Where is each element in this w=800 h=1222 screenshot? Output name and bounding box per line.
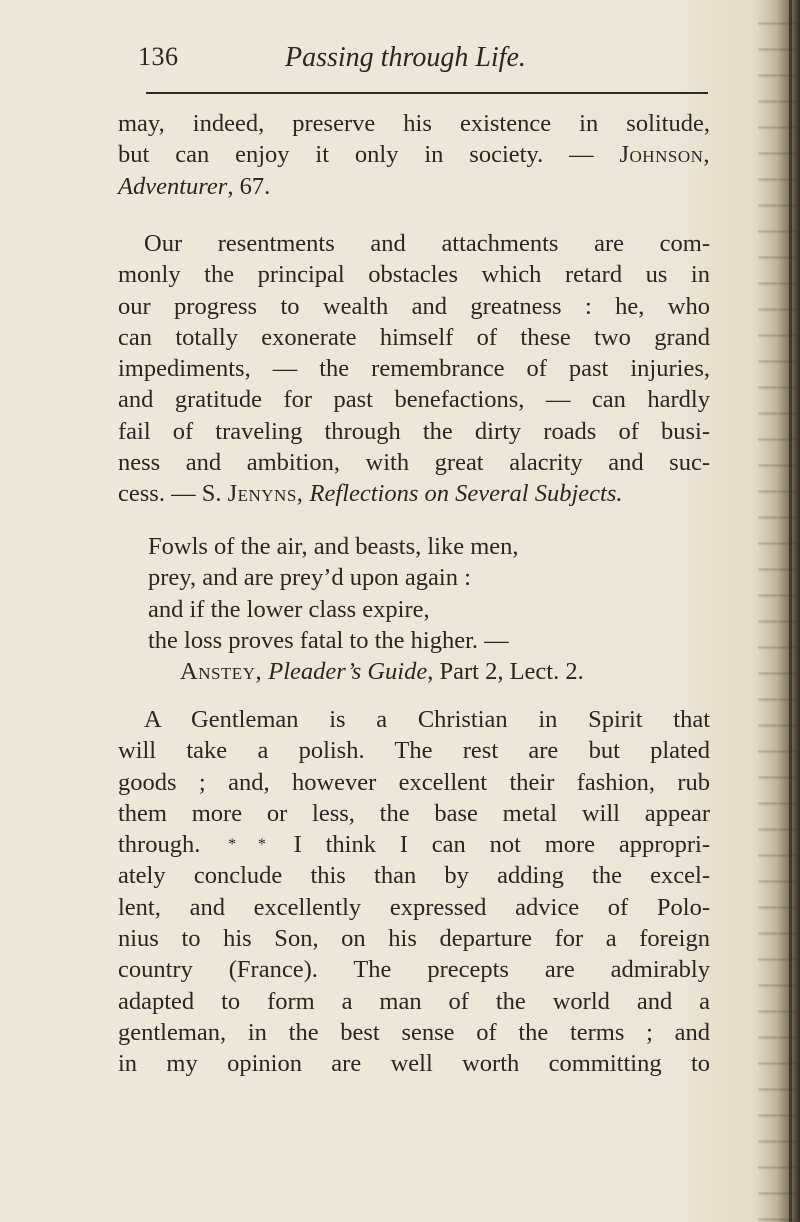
text-line: gentleman, in the best sense of the terms ; and (118, 1018, 710, 1046)
text-line: monly the principal obstacles which retard us in (118, 261, 710, 289)
text-line: A Gentleman is a Christian in Spirit that (144, 706, 710, 733)
citation-line (118, 478, 710, 509)
verse-anstey-quote (148, 531, 708, 687)
text-line: in my opinion are well worth committing to (118, 1050, 710, 1078)
text-line: impediments, — the remembrance of past injuries, (118, 355, 710, 383)
citation-ref: , 67. (227, 172, 271, 200)
citation-ref: , Part 2, Lect. 2. (427, 658, 584, 686)
text-line: may, indeed, preserve his existence in solitude, (118, 110, 710, 137)
text-line: and gratitude for past benefactions, — can hardly (118, 386, 710, 414)
binding-shadow-line (789, 0, 792, 1222)
text-line: them more or less, the base metal will appear (118, 799, 710, 827)
work-title: Pleader’s Guide (268, 658, 428, 686)
running-title: Passing through Life. (285, 42, 526, 73)
text-line: nius to his Son, on his departure for a foreign (118, 925, 710, 953)
text-line: Our resentments and attachments are com- (144, 230, 710, 257)
paragraph-gentleman (118, 704, 710, 1080)
text-line: can totally exonerate himself of these two grand (118, 323, 710, 351)
text-span: I think I can not more appropri- (293, 831, 711, 859)
text-span: through. (118, 831, 201, 859)
header-rule (146, 92, 708, 94)
page-header (138, 42, 718, 82)
verse-line: prey, and are prey’d upon again : (148, 564, 471, 592)
work-title: Adventurer (118, 172, 228, 200)
author-name: Johnson, (619, 141, 710, 169)
author-name: Jenyns, (227, 480, 304, 508)
text-line: our progress to wealth and greatness : he, who (118, 292, 710, 320)
text-line: ately conclude this than by adding the excel- (118, 862, 710, 890)
text-line: fail of traveling through the dirty roads of busi- (118, 417, 710, 445)
work-title: Reflections on Several Subjects. (309, 480, 623, 508)
paragraph-johnson-quote (118, 108, 710, 202)
asterisks: * * (228, 836, 266, 854)
text-line: will take a polish. The rest are but plated (118, 737, 710, 765)
text-line: country (France). The precepts are admirably (118, 956, 710, 984)
text-span: cess. — S. (118, 480, 228, 508)
citation-line (118, 171, 710, 202)
text-line (118, 829, 710, 860)
page-number: 136 (138, 42, 179, 71)
verse-line: the loss proves fatal to the higher. — (148, 626, 509, 654)
verse-line: and if the lower class expire, (148, 595, 430, 623)
book-binding-edge (758, 0, 800, 1222)
text-span: but can enjoy it only in society. — (118, 141, 620, 169)
text-line (118, 139, 710, 170)
paragraph-jenyns-quote (118, 228, 710, 510)
text-line: adapted to form a man of the world and a (118, 987, 710, 1015)
author-name: Anstey, (180, 658, 263, 686)
verse-line: Fowls of the air, and beasts, like men, (148, 533, 519, 560)
text-line: ness and ambition, with great alacrity and suc- (118, 449, 710, 477)
verse-attribution (148, 656, 708, 687)
text-line: goods ; and, however excellent their fashion, rub (118, 768, 710, 796)
text-line: lent, and excellently expressed advice of Polo- (118, 893, 710, 921)
